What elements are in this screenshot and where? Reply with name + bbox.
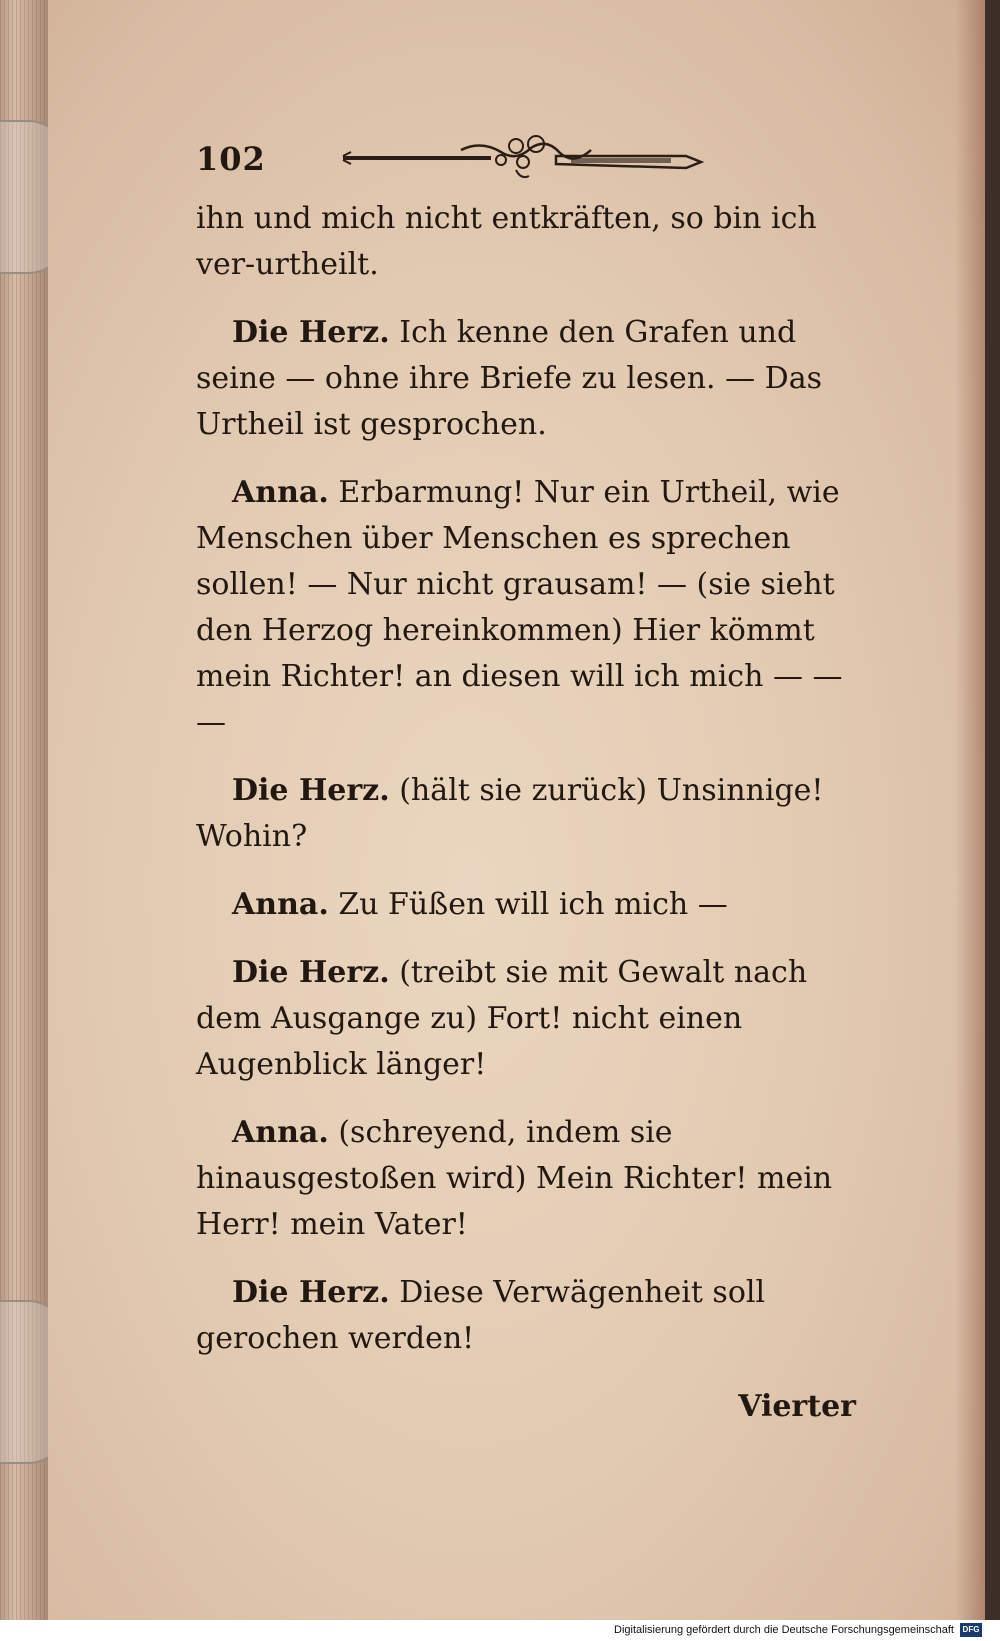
speaker-name: Die Herz. [232,773,390,808]
footer [0,1620,1000,1641]
book-cover-edge [985,0,1000,1620]
paragraph-text: (treibt sie mit Gewalt nach dem Ausgange zu) Fort! nicht einen Augenblick länger! [196,955,808,1082]
paragraph-text: (schreyend, indem sie hinausgestoßen wird) Mein Richter! mein Herr! mein Vater! [196,1115,833,1242]
paragraph-text: Zu Füßen will ich mich — [338,887,728,922]
text-paragraph-7 [196,1110,856,1248]
page-text [196,126,856,1430]
footer-credit: Digitalisierung gefördert durch die Deutsche Forschungsgemeinschaft [614,1624,954,1636]
text-paragraph-2 [196,310,856,448]
paragraph-text: Erbarmung! Nur ein Urtheil, wie Menschen über Menschen es sprechen sollen! — Nur nicht grausam! — (sie sieht den Herzog hereinkommen) Hier kömmt mein Richter! an diesen will ich mich — — — [196,475,843,740]
speaker-name: Die Herz. [232,1275,390,1310]
text-paragraph-4 [196,768,856,860]
speaker-name: Die Herz. [232,955,390,990]
paragraph-text: (hält sie zurück) Unsinnige! Wohin? [196,773,824,854]
speaker-name: Anna. [232,887,329,922]
speaker-name: Die Herz. [232,315,390,350]
text-paragraph-6 [196,950,856,1088]
text-paragraph-3 [196,470,856,746]
text-paragraph-8 [196,1270,856,1362]
dfg-logo-icon: DFG [960,1623,982,1637]
speaker-name: Anna. [232,1115,329,1150]
floral-rule-ornament-icon [341,130,706,186]
speaker-name: Anna. [232,475,329,510]
text-paragraph-1 [196,196,856,288]
paragraph-text: ihn und mich nicht entkräften, so bin ich ver-urtheilt. [196,201,817,282]
paragraph-text: Diese Verwägenheit soll gerochen werden! [196,1275,766,1356]
catchword: Vierter [738,1389,856,1424]
page-number: 102 [196,140,266,178]
page-header [196,126,856,196]
paragraph-text: Ich kenne den Grafen und seine — ohne ihre Briefe zu lesen. — Das Urtheil ist gesprochen. [196,315,822,442]
text-paragraph-5 [196,882,856,928]
